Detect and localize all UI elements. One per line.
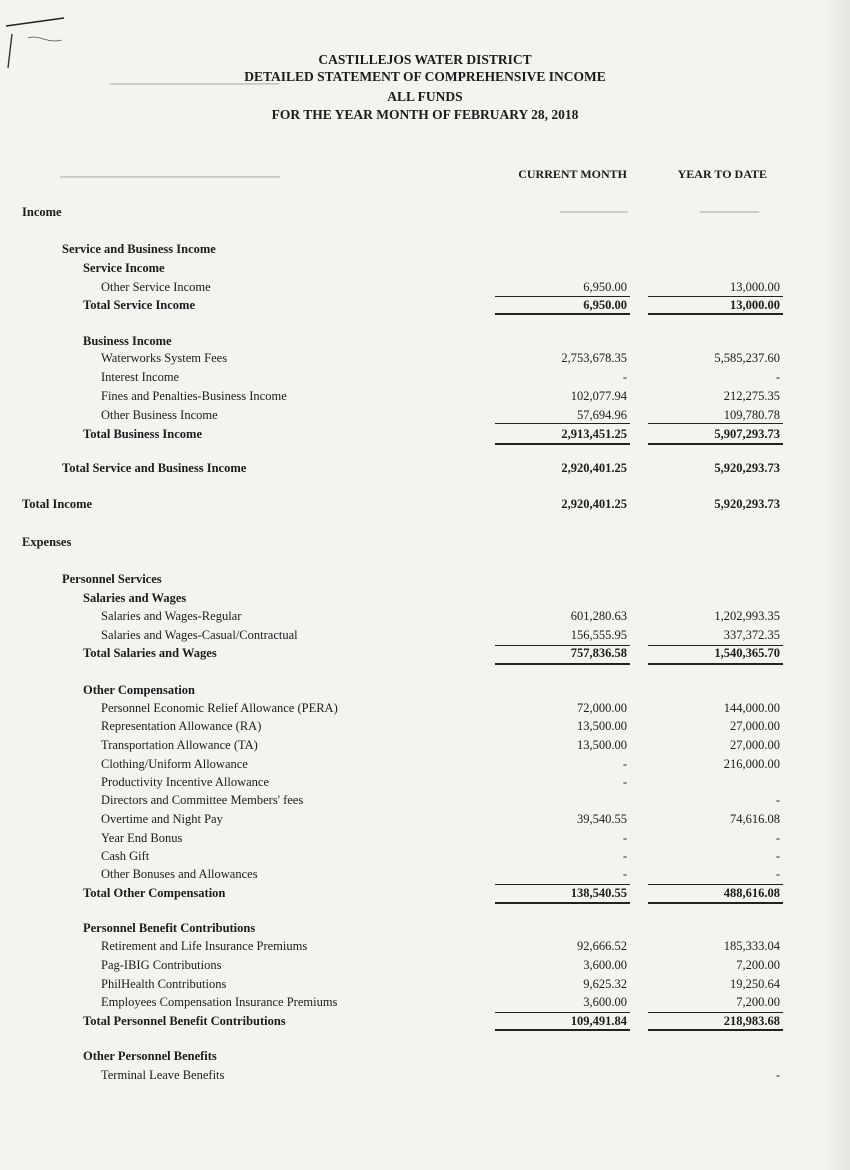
row-label: Other Service Income xyxy=(101,280,211,294)
row-label: Year End Bonus xyxy=(101,831,183,845)
statement-row xyxy=(0,205,850,223)
current-month-value: - xyxy=(622,867,627,881)
row-label: Total Income xyxy=(22,497,93,511)
statement-row xyxy=(0,683,850,701)
statement-row xyxy=(0,628,850,646)
bleed-through-text: ▁▁▁▁▁▁▁ xyxy=(700,201,760,213)
subtotal-rule xyxy=(648,296,783,297)
row-label: Total Service and Business Income xyxy=(62,461,247,475)
year-to-date-value: - xyxy=(775,831,780,845)
year-to-date-value: 144,000.00 xyxy=(723,701,780,715)
total-double-rule xyxy=(495,1029,630,1031)
statement-row xyxy=(0,609,850,627)
row-label: Salaries and Wages xyxy=(83,591,187,605)
statement-row xyxy=(0,646,850,664)
year-to-date-value: 5,907,293.73 xyxy=(714,427,780,441)
subtotal-rule xyxy=(495,645,630,646)
current-month-value: 9,625.32 xyxy=(583,977,627,991)
row-label: Interest Income xyxy=(101,370,180,384)
row-label: Transportation Allowance (TA) xyxy=(101,738,258,752)
current-month-value: - xyxy=(622,757,627,771)
row-label: Cash Gift xyxy=(101,849,150,863)
row-label: Terminal Leave Benefits xyxy=(101,1068,225,1082)
current-month-value: - xyxy=(622,775,627,789)
bleed-through-text: ▁▁▁▁▁▁▁▁▁▁▁▁▁▁▁▁▁▁▁▁ xyxy=(110,73,280,85)
company-name: CASTILLEJOS WATER DISTRICT xyxy=(318,52,532,67)
subtotal-rule xyxy=(495,884,630,885)
row-label: Expenses xyxy=(22,535,72,549)
current-month-value: 2,920,401.25 xyxy=(561,461,627,475)
statement-row xyxy=(0,849,850,867)
statement-period: FOR THE YEAR MONTH OF FEBRUARY 28, 2018 xyxy=(271,107,579,122)
statement-row xyxy=(0,757,850,775)
current-month-value: 138,540.55 xyxy=(570,886,627,900)
row-label: Total Personnel Benefit Contributions xyxy=(83,1014,286,1028)
row-label: Total Business Income xyxy=(83,427,203,441)
subtotal-rule xyxy=(495,423,630,424)
row-label: Total Salaries and Wages xyxy=(83,646,217,660)
statement-row xyxy=(0,977,850,995)
bleed-through-text: ▁▁▁▁▁▁▁▁▁▁▁▁▁▁▁▁▁▁▁▁▁▁▁▁▁▁ xyxy=(60,166,280,178)
row-label: Directors and Committee Members' fees xyxy=(101,793,304,807)
current-month-value: 3,600.00 xyxy=(583,995,627,1009)
statement-row xyxy=(0,867,850,885)
year-to-date-value: - xyxy=(775,1068,780,1082)
statement-row xyxy=(0,701,850,719)
statement-row xyxy=(0,591,850,609)
current-month-value: 57,694.96 xyxy=(577,408,627,422)
year-to-date-value: 1,202,993.35 xyxy=(714,609,780,623)
row-label: Personnel Services xyxy=(62,572,162,586)
statement-row xyxy=(0,719,850,737)
row-label: Waterworks System Fees xyxy=(101,351,228,365)
row-label: Total Other Compensation xyxy=(83,886,226,900)
total-double-rule xyxy=(648,443,783,445)
row-label: Retirement and Life Insurance Premiums xyxy=(101,939,308,953)
year-to-date-value: - xyxy=(775,867,780,881)
total-double-rule xyxy=(495,663,630,665)
year-to-date-value: 218,983.68 xyxy=(723,1014,780,1028)
total-double-rule xyxy=(495,313,630,315)
row-label: Personnel Benefit Contributions xyxy=(83,921,256,935)
current-month-value: 102,077.94 xyxy=(570,389,627,403)
row-label: Service and Business Income xyxy=(62,242,216,256)
row-label: Other Business Income xyxy=(101,408,218,422)
current-month-value: - xyxy=(622,370,627,384)
statement-row xyxy=(0,535,850,553)
row-label: Personnel Economic Relief Allowance (PERA) xyxy=(101,701,338,715)
statement-row xyxy=(0,497,850,515)
statement-row xyxy=(0,738,850,756)
total-double-rule xyxy=(495,443,630,445)
row-label: Total Service Income xyxy=(83,298,196,312)
statement-row xyxy=(0,775,850,793)
statement-title: DETAILED STATEMENT OF COMPREHENSIVE INCOME xyxy=(244,69,606,84)
current-month-value: 109,491.84 xyxy=(570,1014,627,1028)
current-month-value: 3,600.00 xyxy=(583,958,627,972)
total-double-rule xyxy=(648,1029,783,1031)
row-label: Salaries and Wages-Regular xyxy=(101,609,242,623)
year-to-date-value: - xyxy=(775,793,780,807)
statement-row xyxy=(0,572,850,590)
subtotal-rule xyxy=(648,884,783,885)
year-to-date-value: 488,616.08 xyxy=(723,886,780,900)
year-to-date-value: 5,920,293.73 xyxy=(714,497,780,511)
row-label: Clothing/Uniform Allowance xyxy=(101,757,248,771)
row-label: Fines and Penalties-Business Income xyxy=(101,389,287,403)
current-month-value: 2,913,451.25 xyxy=(561,427,627,441)
statement-row xyxy=(0,334,850,352)
total-double-rule xyxy=(648,313,783,315)
year-to-date-value: 109,780.78 xyxy=(723,408,780,422)
row-label: Business Income xyxy=(83,334,172,348)
row-label: Other Bonuses and Allowances xyxy=(101,867,258,881)
row-label: Overtime and Night Pay xyxy=(101,812,223,826)
statement-row xyxy=(0,958,850,976)
row-label: Pag-IBIG Contributions xyxy=(101,958,222,972)
current-month-value: 156,555.95 xyxy=(570,628,627,642)
statement-row xyxy=(0,242,850,260)
year-to-date-value: 7,200.00 xyxy=(736,958,780,972)
row-label: Income xyxy=(22,205,62,219)
year-to-date-value: 5,585,237.60 xyxy=(714,351,780,365)
current-month-value: 2,920,401.25 xyxy=(561,497,627,511)
statement-row xyxy=(0,831,850,849)
year-to-date-value: 19,250.64 xyxy=(730,977,780,991)
current-month-value: 39,540.55 xyxy=(577,812,627,826)
current-month-value: 92,666.52 xyxy=(577,939,627,953)
subtotal-rule xyxy=(648,1012,783,1013)
year-to-date-value: 185,333.04 xyxy=(723,939,780,953)
year-to-date-value: - xyxy=(775,370,780,384)
year-to-date-value: 216,000.00 xyxy=(723,757,780,771)
statement-row xyxy=(0,389,850,407)
year-to-date-value: 7,200.00 xyxy=(736,995,780,1009)
current-month-value: 13,500.00 xyxy=(577,719,627,733)
row-label: Productivity Incentive Allowance xyxy=(101,775,270,789)
year-to-date-value: 27,000.00 xyxy=(730,719,780,733)
row-label: PhilHealth Contributions xyxy=(101,977,227,991)
current-month-value: 601,280.63 xyxy=(570,609,627,623)
statement-row xyxy=(0,995,850,1013)
year-to-date-value: 13,000.00 xyxy=(730,298,780,312)
statement-row xyxy=(0,793,850,811)
subtotal-rule xyxy=(648,645,783,646)
row-label: Salaries and Wages-Casual/Contractual xyxy=(101,628,298,642)
statement-row xyxy=(0,370,850,388)
subtotal-rule xyxy=(648,423,783,424)
statement-row xyxy=(0,461,850,479)
current-month-value: - xyxy=(622,849,627,863)
year-to-date-value: 5,920,293.73 xyxy=(714,461,780,475)
statement-row xyxy=(0,921,850,939)
statement-row xyxy=(0,261,850,279)
row-label: Service Income xyxy=(83,261,165,275)
current-month-value: 6,950.00 xyxy=(583,298,627,312)
current-month-value: 757,836.58 xyxy=(570,646,627,660)
row-label: Other Personnel Benefits xyxy=(83,1049,217,1063)
year-to-date-value: 212,275.35 xyxy=(723,389,780,403)
statement-row xyxy=(0,939,850,957)
total-double-rule xyxy=(495,902,630,904)
current-month-value: 13,500.00 xyxy=(577,738,627,752)
current-month-value: 72,000.00 xyxy=(577,701,627,715)
total-double-rule xyxy=(648,663,783,665)
column-header-current-month: CURRENT MONTH xyxy=(518,167,627,181)
subtotal-rule xyxy=(495,296,630,297)
row-label: Representation Allowance (RA) xyxy=(101,719,262,733)
year-to-date-value: 1,540,365.70 xyxy=(714,646,780,660)
statement-row xyxy=(0,351,850,369)
current-month-value: 2,753,678.35 xyxy=(561,351,627,365)
row-label: Other Compensation xyxy=(83,683,195,697)
fund-scope: ALL FUNDS xyxy=(387,89,463,104)
total-double-rule xyxy=(648,902,783,904)
year-to-date-value: 13,000.00 xyxy=(730,280,780,294)
year-to-date-value: 337,372.35 xyxy=(723,628,780,642)
statement-row xyxy=(0,1049,850,1067)
year-to-date-value: - xyxy=(775,849,780,863)
column-header-year-to-date: YEAR TO DATE xyxy=(677,167,767,181)
statement-row xyxy=(0,812,850,830)
row-label: Employees Compensation Insurance Premiums xyxy=(101,995,338,1009)
current-month-value: - xyxy=(622,831,627,845)
current-month-value: 6,950.00 xyxy=(583,280,627,294)
bleed-through-text: ▁▁▁▁▁▁▁▁ xyxy=(560,201,628,213)
year-to-date-value: 27,000.00 xyxy=(730,738,780,752)
statement-row xyxy=(0,1068,850,1086)
year-to-date-value: 74,616.08 xyxy=(730,812,780,826)
subtotal-rule xyxy=(495,1012,630,1013)
